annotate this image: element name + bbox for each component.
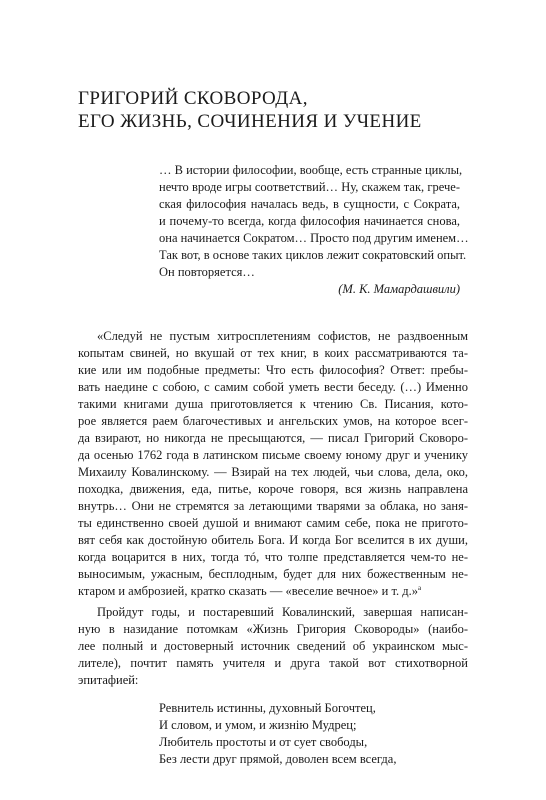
epigraph-line: ская философия началась ведь, в сущности, с Сократа,	[159, 197, 460, 211]
body-line: лителе), почтит память учителя и друга такой вот стихотворной	[78, 656, 468, 670]
epigraph-line: … В истории философии, вообще, есть странные циклы,	[159, 163, 463, 177]
verse-line: Без лести друг прямой, доволен всем всегда,	[159, 752, 397, 766]
body-line: «Следуй не пустым хитросплетениям софистов, не раздвоенным	[97, 329, 468, 343]
body-line: рое является раем благочестивых и ангельских умов, на которое всег-	[78, 414, 468, 428]
body-line-text: ктаром и амброзией, кратко сказать — «веселие вечное» и т. д.»	[78, 584, 418, 598]
body-line: Пройдут годы, и постаревший Ковалинский, завершая написан-	[97, 605, 468, 619]
body-line: выносимым, ужасным, бесплодным, будет для них божественным не-	[78, 567, 468, 581]
body-line: лее полный и достоверный источник сведений об украинском мыс-	[78, 639, 468, 653]
body-line: ты единственно своей душой и внимают самим себе, пока не приготo-	[78, 516, 468, 530]
body-line: походка, движения, еда, питье, короче говоря, вся жизнь направлена	[78, 482, 468, 496]
epigraph-line: Так вот, в основе таких циклов лежит сократовский опыт.	[159, 248, 467, 262]
epigraph-line: и почему-то всегда, когда философия начинается снова,	[159, 214, 460, 228]
body-line: внутрь… Они не стремятся за летающими тварями за облака, но заня-	[78, 499, 468, 513]
verse-line: Ревнитель истинны, духовный Богочтец,	[159, 701, 376, 715]
body-line: такими книгами душа приготовляется к чтению Св. Писания, кото-	[78, 397, 468, 411]
body-line: вят себя как достойную обитель Бога. И когда Бог вселится в их души,	[78, 533, 468, 547]
body-line: ную в назидание потомкам «Жизнь Григория Сковороды» (наибо-	[78, 622, 468, 636]
epigraph-attribution: (М. К. Мамардашвили)	[338, 282, 460, 296]
body-line: да осенью 1762 года в латинском письме своему юному друг и ученику	[78, 448, 468, 462]
body-line: эпитафией:	[78, 673, 139, 687]
epigraph-line: Он повторяется…	[159, 265, 255, 279]
body-line: да взирают, но никогда не пресыщаются, — писал Григорий Сковоро-	[78, 431, 468, 445]
footnote-ref: a	[417, 583, 422, 592]
body-line: Михаилу Ковалинскому. — Взирай на тех людей, чьи слова, дела, око,	[78, 465, 468, 479]
body-line: копытам свиней, но вкушай от тех книг, в коих рассматриваются та-	[78, 346, 468, 360]
body-line: когда воцарится в них, тогда тó, что толпе представляется чем-то не-	[78, 550, 468, 564]
verse-line: И словом, и умом, и жизнiю Мудрец;	[159, 718, 357, 732]
body-line: кие или им подобные предметы: Что есть философия? Ответ: пребы-	[78, 363, 468, 377]
epigraph-line: она начинается Сократом… Просто под другим именем…	[159, 231, 469, 245]
chapter-title-line-1: ГРИГОРИЙ СКОВОРОДА,	[78, 88, 308, 109]
body-line: вать наедине с собою, с самим собой уметь вести беседу. (…) Именно	[78, 380, 468, 394]
epigraph-line: нечто вроде игры соответствий… Ну, скажем так, грече-	[159, 180, 460, 194]
verse-line: Любитель простоты и от сует свободы,	[159, 735, 368, 749]
chapter-title-line-2: ЕГО ЖИЗНЬ, СОЧИНЕНИЯ И УЧЕНИЕ	[78, 111, 422, 132]
body-line-last	[78, 583, 468, 600]
